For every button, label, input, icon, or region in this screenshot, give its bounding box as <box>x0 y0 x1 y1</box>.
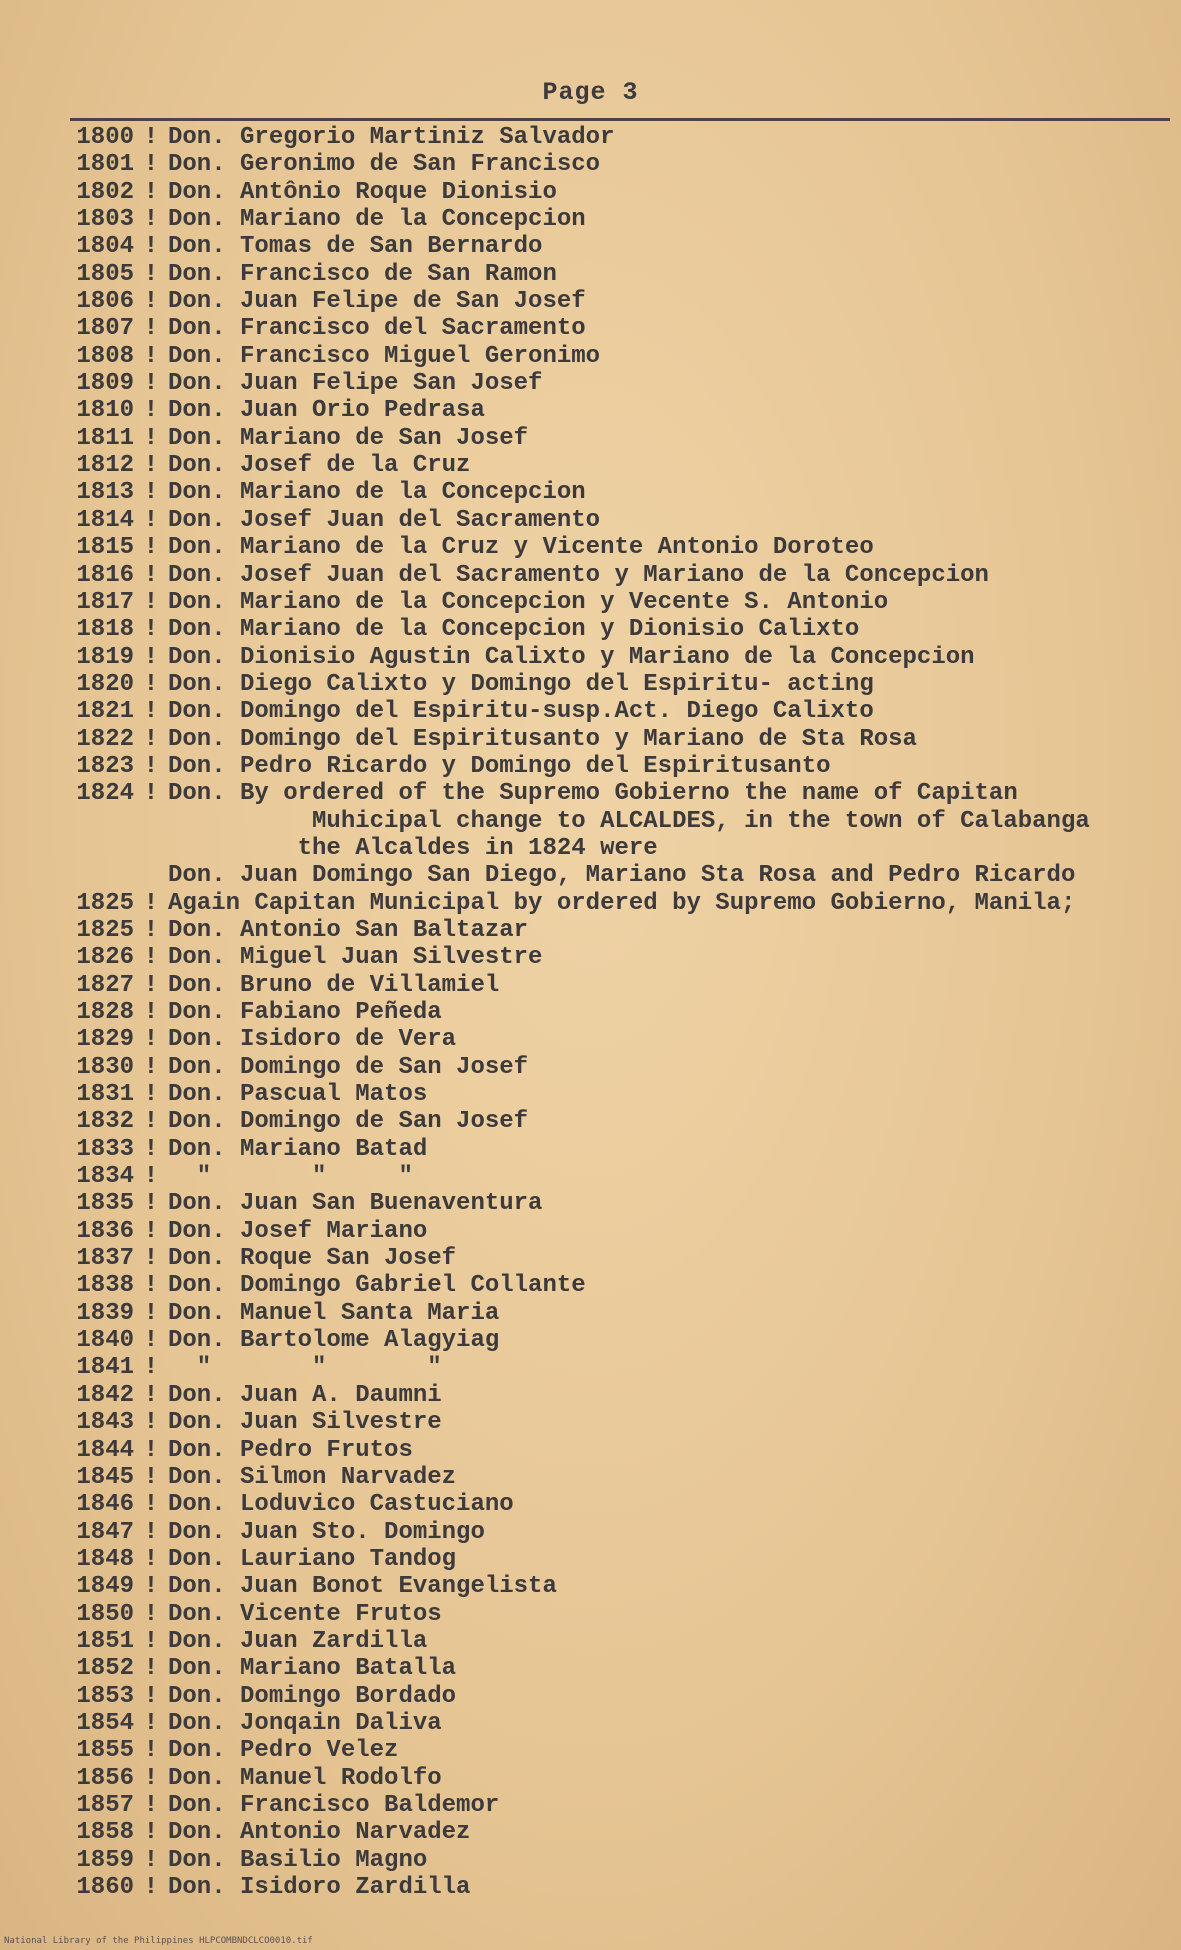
entry-separator: ! <box>143 670 159 698</box>
entry-text: Don. Miguel Juan Silvestre <box>168 944 543 972</box>
entry-year: 1858 <box>76 1819 134 1847</box>
entry-year: 1808 <box>76 342 134 370</box>
list-item <box>60 808 1170 835</box>
entry-separator: ! <box>143 151 159 179</box>
list-item <box>60 1847 1170 1874</box>
entry-separator: ! <box>143 1026 159 1054</box>
entry-separator: ! <box>143 1053 159 1081</box>
entry-text: Don. Juan Domingo San Diego, Mariano Sta Rosa and Pedro Ricardo <box>168 862 1076 890</box>
list-item <box>60 1163 1170 1190</box>
entry-text: Don. Francisco del Sacramento <box>168 315 586 343</box>
entry-year: 1825 <box>76 916 134 944</box>
entry-text: Don. Vicente Frutos <box>168 1600 442 1628</box>
list-item <box>60 370 1170 397</box>
list-item <box>60 644 1170 671</box>
entry-separator: ! <box>143 1163 159 1191</box>
entry-year: 1845 <box>76 1463 134 1491</box>
header-rule <box>70 118 1170 121</box>
entry-separator: ! <box>143 1436 159 1464</box>
list-item <box>60 425 1170 452</box>
list-item <box>60 1874 1170 1901</box>
list-item <box>60 1245 1170 1272</box>
entry-text: Don. Juan Zardilla <box>168 1627 428 1655</box>
list-item <box>60 698 1170 725</box>
list-item <box>60 1108 1170 1135</box>
entry-separator: ! <box>143 424 159 452</box>
entry-year: 1828 <box>76 999 134 1026</box>
list-item <box>60 999 1170 1026</box>
entry-separator: ! <box>143 206 159 234</box>
entry-year: 1859 <box>76 1846 134 1874</box>
entry-separator: ! <box>143 1655 159 1683</box>
entry-year: 1840 <box>76 1327 134 1355</box>
entry-separator: ! <box>143 1764 159 1792</box>
entry-year: 1817 <box>76 588 134 616</box>
entry-year: 1838 <box>76 1272 134 1300</box>
entry-text: Don. Manuel Rodolfo <box>168 1764 442 1792</box>
list-item <box>60 1628 1170 1655</box>
entry-separator: ! <box>143 1217 159 1245</box>
entry-year: 1802 <box>76 178 134 206</box>
entry-separator: ! <box>143 1627 159 1655</box>
list-item <box>60 1710 1170 1737</box>
entry-year: 1814 <box>76 506 134 534</box>
entry-separator: ! <box>143 1874 159 1901</box>
entry-year: 1835 <box>76 1190 134 1218</box>
entry-separator: ! <box>143 1737 159 1765</box>
entry-text: " " " <box>168 1354 442 1382</box>
list-item <box>60 589 1170 616</box>
list-item <box>60 1491 1170 1518</box>
entry-year: 1856 <box>76 1764 134 1792</box>
entry-separator: ! <box>143 370 159 398</box>
entry-text: Don. Bruno de Villamiel <box>168 971 500 999</box>
entry-year: 1824 <box>76 780 134 808</box>
entry-year: 1830 <box>76 1053 134 1081</box>
entry-separator: ! <box>143 1846 159 1874</box>
entry-year: 1820 <box>76 670 134 698</box>
entry-year: 1818 <box>76 616 134 644</box>
list-item <box>60 124 1170 151</box>
entry-separator: ! <box>143 971 159 999</box>
entry-year: 1806 <box>76 288 134 316</box>
entry-separator: ! <box>143 1791 159 1819</box>
entry-year: 1823 <box>76 752 134 780</box>
entry-separator: ! <box>143 534 159 562</box>
list-item <box>60 1354 1170 1381</box>
entry-separator: ! <box>143 1299 159 1327</box>
entry-text: Don. Mariano de San Josef <box>168 424 529 452</box>
entry-year: 1809 <box>76 370 134 398</box>
entry-text: Don. Jonqain Daliva <box>168 1709 442 1737</box>
entry-separator: ! <box>143 698 159 726</box>
entry-year: 1847 <box>76 1518 134 1546</box>
entry-text: Don. Mariano de la Concepcion <box>168 479 586 507</box>
list-item <box>60 1464 1170 1491</box>
entry-text: Don. Domingo del Espiritu-susp.Act. Diego Calixto <box>168 698 874 726</box>
entry-year: 1804 <box>76 233 134 261</box>
entry-year: 1846 <box>76 1491 134 1519</box>
entry-separator: ! <box>143 780 159 808</box>
list-item <box>60 1792 1170 1819</box>
entry-separator: ! <box>143 1081 159 1109</box>
entry-year: 1834 <box>76 1163 134 1191</box>
entry-text: Don. Mariano de la Concepcion y Dionisio Calixto <box>168 616 860 644</box>
entry-year: 1833 <box>76 1135 134 1163</box>
list-item <box>60 233 1170 260</box>
list-item <box>60 507 1170 534</box>
entry-separator: ! <box>143 178 159 206</box>
entry-text: Don. Lauriano Tandog <box>168 1545 457 1573</box>
entry-year: 1829 <box>76 1026 134 1054</box>
list-item <box>60 1081 1170 1108</box>
entry-year: 1836 <box>76 1217 134 1245</box>
entry-separator: ! <box>143 1709 159 1737</box>
list-item <box>60 616 1170 643</box>
entry-text: Don. Dionisio Agustin Calixto y Mariano de la Concepcion <box>168 643 975 671</box>
entry-text: Don. Josef de la Cruz <box>168 452 471 480</box>
entry-separator: ! <box>143 315 159 343</box>
list-item <box>60 1409 1170 1436</box>
entry-text: Don. Isidoro de Vera <box>168 1026 457 1054</box>
entry-separator: ! <box>143 1354 159 1382</box>
entry-year: 1853 <box>76 1682 134 1710</box>
entry-separator: ! <box>143 1491 159 1519</box>
entry-text: Don. Pedro Ricardo y Domingo del Espiritusanto <box>168 752 831 780</box>
list-item <box>60 343 1170 370</box>
entry-text: Don. Mariano de la Cruz y Vicente Antonio Doroteo <box>168 534 874 562</box>
entry-separator: ! <box>143 1327 159 1355</box>
entry-separator: ! <box>143 1190 159 1218</box>
list-item <box>60 1382 1170 1409</box>
list-item <box>60 1272 1170 1299</box>
list-item <box>60 397 1170 424</box>
entry-text: Don. Francisco de San Ramon <box>168 260 557 288</box>
entry-separator: ! <box>143 916 159 944</box>
entry-year: 1852 <box>76 1655 134 1683</box>
entry-text: Don. Bartolome Alagyiag <box>168 1327 500 1355</box>
entry-text: Don. Mariano Batalla <box>168 1655 457 1683</box>
entry-text: Don. Roque San Josef <box>168 1245 457 1273</box>
entry-separator: ! <box>143 643 159 671</box>
entry-text: Don. Juan A. Daumni <box>168 1381 442 1409</box>
list-item <box>60 1601 1170 1628</box>
entry-separator: ! <box>143 1600 159 1628</box>
entry-separator: ! <box>143 452 159 480</box>
list-item <box>60 890 1170 917</box>
entry-separator: ! <box>143 1545 159 1573</box>
entry-separator: ! <box>143 1409 159 1437</box>
list-item <box>60 1190 1170 1217</box>
entry-year: 1826 <box>76 944 134 972</box>
entry-separator: ! <box>143 1819 159 1847</box>
list-item <box>60 972 1170 999</box>
list-item <box>60 1737 1170 1764</box>
entry-year: 1811 <box>76 424 134 452</box>
entry-year: 1803 <box>76 206 134 234</box>
entry-year: 1812 <box>76 452 134 480</box>
entry-year: 1842 <box>76 1381 134 1409</box>
entry-text: Don. Juan Felipe de San Josef <box>168 288 586 316</box>
page-title: Page 3 <box>542 78 639 107</box>
entry-text: Don. Domingo del Espiritusanto y Mariano de Sta Rosa <box>168 725 917 753</box>
entry-text: Don. Francisco Miguel Geronimo <box>168 342 601 370</box>
entry-separator: ! <box>143 1272 159 1300</box>
list-item <box>60 1026 1170 1053</box>
entry-year: 1810 <box>76 397 134 425</box>
entry-year: 1800 <box>76 124 134 151</box>
entry-text: Don. Isidoro Zardilla <box>168 1874 471 1901</box>
entry-separator: ! <box>143 288 159 316</box>
entry-year: 1822 <box>76 725 134 753</box>
list-item <box>60 206 1170 233</box>
entry-text: Don. Domingo de San Josef <box>168 1108 529 1136</box>
entry-text: Don. Antônio Roque Dionisio <box>168 178 557 206</box>
entry-text: Don. Loduvico Castuciano <box>168 1491 514 1519</box>
entry-year: 1815 <box>76 534 134 562</box>
entry-text: Don. Tomas de San Bernardo <box>168 233 543 261</box>
entry-text: Don. Diego Calixto y Domingo del Espiritu- acting <box>168 670 874 698</box>
entry-text: Don. Gregorio Martiniz Salvador <box>168 124 615 151</box>
entry-text: Don. Basilio Magno <box>168 1846 428 1874</box>
entry-separator: ! <box>143 1245 159 1273</box>
entry-separator: ! <box>143 506 159 534</box>
list-item <box>60 1765 1170 1792</box>
list-item <box>60 1327 1170 1354</box>
entry-separator: ! <box>143 342 159 370</box>
entry-text: Don. Antonio San Baltazar <box>168 916 529 944</box>
entry-year: 1816 <box>76 561 134 589</box>
list-item <box>60 452 1170 479</box>
entry-text: Don. Fabiano Peñeda <box>168 999 442 1026</box>
list-item <box>60 835 1170 862</box>
entry-year: 1807 <box>76 315 134 343</box>
entry-separator: ! <box>143 616 159 644</box>
entry-year: 1854 <box>76 1709 134 1737</box>
entry-text: Don. Juan Orio Pedrasa <box>168 397 485 425</box>
entry-text: Don. Pedro Frutos <box>168 1436 413 1464</box>
entry-year: 1825 <box>76 889 134 917</box>
list-item <box>60 944 1170 971</box>
list-item <box>60 479 1170 506</box>
entry-separator: ! <box>143 479 159 507</box>
entry-year: 1851 <box>76 1627 134 1655</box>
entry-separator: ! <box>143 999 159 1026</box>
list-item <box>60 1546 1170 1573</box>
list-item <box>60 288 1170 315</box>
list-item <box>60 151 1170 178</box>
entry-separator: ! <box>143 1463 159 1491</box>
entry-separator: ! <box>143 260 159 288</box>
entry-separator: ! <box>143 588 159 616</box>
entry-text: Don. Antonio Narvadez <box>168 1819 471 1847</box>
list-item <box>60 315 1170 342</box>
entry-year: 1850 <box>76 1600 134 1628</box>
entry-text: Don. Josef Mariano <box>168 1217 428 1245</box>
entry-text: " " " <box>168 1163 413 1191</box>
list-item <box>60 753 1170 780</box>
list-item <box>60 1054 1170 1081</box>
entry-text: Don. Pedro Velez <box>168 1737 399 1765</box>
entry-text: Don. Josef Juan del Sacramento y Mariano de la Concepcion <box>168 561 989 589</box>
entry-text: Don. By ordered of the Supremo Gobierno the name of Capitan <box>168 780 1018 808</box>
entry-text: Don. Mariano de la Concepcion <box>168 206 586 234</box>
entry-text: Don. Pascual Matos <box>168 1081 428 1109</box>
entry-year: 1849 <box>76 1573 134 1601</box>
list-item <box>60 671 1170 698</box>
list-item <box>60 1136 1170 1163</box>
entry-text: Muhicipal change to ALCALDES, in the town of Calabanga <box>168 807 1090 835</box>
entry-text: the Alcaldes in 1824 were <box>168 834 658 862</box>
entry-year: 1839 <box>76 1299 134 1327</box>
list-item <box>60 179 1170 206</box>
scan-footer: National Library of the Philippines HLPCOMBNDCLCO0010.tif <box>4 1936 313 1946</box>
list-item <box>60 780 1170 807</box>
entry-text: Don. Domingo Gabriel Collante <box>168 1272 586 1300</box>
list-item <box>60 1218 1170 1245</box>
list-item <box>60 534 1170 561</box>
list-item <box>60 1655 1170 1682</box>
list-item <box>60 1573 1170 1600</box>
entry-separator: ! <box>143 1381 159 1409</box>
entry-separator: ! <box>143 233 159 261</box>
entry-text: Again Capitan Municipal by ordered by Supremo Gobierno, Manila; <box>168 889 1076 917</box>
list-item <box>60 1300 1170 1327</box>
entry-year: 1855 <box>76 1737 134 1765</box>
list-item <box>60 862 1170 889</box>
entry-year: 1837 <box>76 1245 134 1273</box>
entry-text: Don. Juan Felipe San Josef <box>168 370 543 398</box>
entry-separator: ! <box>143 752 159 780</box>
list-item <box>60 1519 1170 1546</box>
entry-year: 1844 <box>76 1436 134 1464</box>
entry-year: 1860 <box>76 1874 134 1901</box>
entry-text: Don. Juan San Buenaventura <box>168 1190 543 1218</box>
entry-separator: ! <box>143 1573 159 1601</box>
entry-text: Don. Juan Sto. Domingo <box>168 1518 485 1546</box>
entry-text: Don. Josef Juan del Sacramento <box>168 506 601 534</box>
entry-separator: ! <box>143 1135 159 1163</box>
list-item <box>60 1683 1170 1710</box>
entry-year: 1848 <box>76 1545 134 1573</box>
list-item <box>60 562 1170 589</box>
entry-separator: ! <box>143 725 159 753</box>
entry-year: 1831 <box>76 1081 134 1109</box>
entry-separator: ! <box>143 1682 159 1710</box>
entry-text: Don. Geronimo de San Francisco <box>168 151 601 179</box>
entry-year: 1841 <box>76 1354 134 1382</box>
entry-year: 1801 <box>76 151 134 179</box>
entry-text: Don. Domingo de San Josef <box>168 1053 529 1081</box>
entry-year: 1827 <box>76 971 134 999</box>
entry-year: 1843 <box>76 1409 134 1437</box>
entry-year: 1819 <box>76 643 134 671</box>
entry-separator: ! <box>143 1518 159 1546</box>
entry-list <box>60 124 1170 1901</box>
entry-year: 1857 <box>76 1791 134 1819</box>
entry-year: 1805 <box>76 260 134 288</box>
entry-text: Don. Francisco Baldemor <box>168 1791 500 1819</box>
entry-text: Don. Juan Bonot Evangelista <box>168 1573 557 1601</box>
entry-text: Don. Domingo Bordado <box>168 1682 457 1710</box>
entry-separator: ! <box>143 397 159 425</box>
entry-text: Don. Juan Silvestre <box>168 1409 442 1437</box>
entry-separator: ! <box>143 944 159 972</box>
entry-text: Don. Manuel Santa Maria <box>168 1299 500 1327</box>
entry-separator: ! <box>143 561 159 589</box>
entry-text: Don. Silmon Narvadez <box>168 1463 457 1491</box>
entry-separator: ! <box>143 124 159 151</box>
entry-separator: ! <box>143 1108 159 1136</box>
list-item <box>60 261 1170 288</box>
list-item <box>60 1819 1170 1846</box>
entry-text: Don. Mariano de la Concepcion y Vecente S. Antonio <box>168 588 889 616</box>
entry-year: 1821 <box>76 698 134 726</box>
entry-year: 1832 <box>76 1108 134 1136</box>
list-item <box>60 1437 1170 1464</box>
list-item <box>60 917 1170 944</box>
entry-text: Don. Mariano Batad <box>168 1135 428 1163</box>
list-item <box>60 726 1170 753</box>
entry-separator: ! <box>143 889 159 917</box>
entry-year: 1813 <box>76 479 134 507</box>
